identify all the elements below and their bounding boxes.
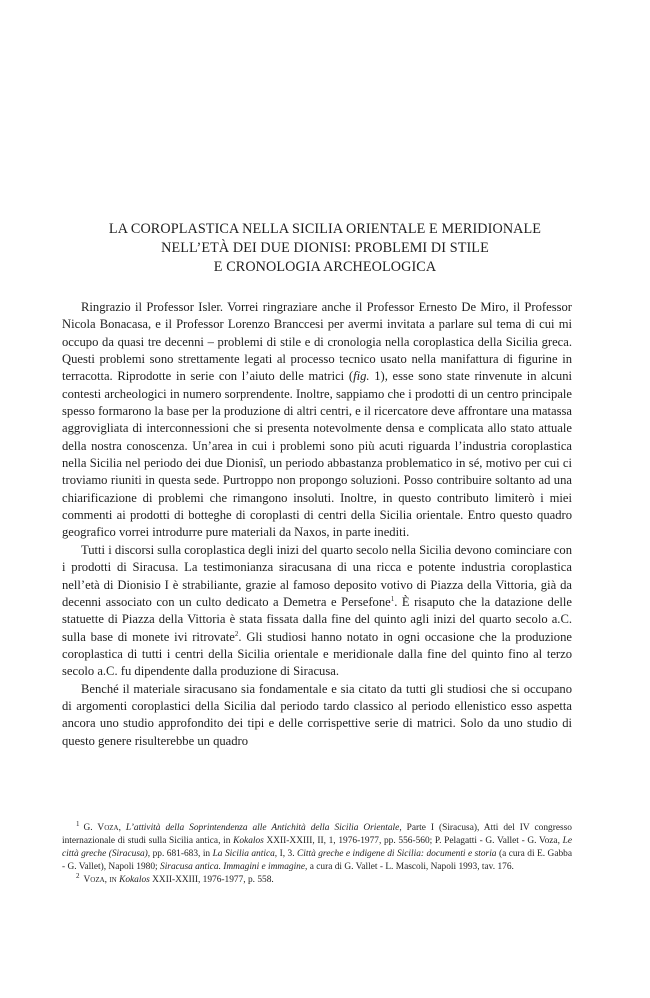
footnote-1-title-2: Le città greche (Siracusa) (62, 836, 572, 860)
footnote-1-journal: Kokalos (233, 836, 264, 847)
footnote-2-number: 2 (76, 872, 80, 881)
paragraph-1 (62, 299, 572, 542)
footnote-1-author: G. Voza, (83, 823, 121, 833)
paragraph-2-text-a: Tutti i discorsi sulla coroplastica degli inizi del quarto secolo nella Sicilia devono cominciare con i prodotti di Siracusa. La testimonianza siracusana di una ricca e potente industria coroplastica nell’età di Dionisio I è strabiliante, grazie al famoso deposito votivo di Piazza della Vittoria, già da decenni associato con un culto dedicato a Demetra e Persefone (62, 542, 572, 609)
footnote-1-text-e: XXII-XXIII, II, 1, 1976-1977, pp. 556-560; P. Pelagatti - G. Vallet - G. Voza, (263, 836, 560, 847)
paragraph-1-text-a: Ringrazio il Professor Isler. Vorrei ringraziare anche il Professor Ernesto De Miro, il Professor Nicola Bonacasa, e il Professor Lorenzo Branccesi per avermi invitata a parlare sul tema di cui mi occupo da quasi tre decenni – problemi di stile e di cronologia nella coroplastica della Sicilia greca. Questi problemi sono strettamente legati al processo tecnico usato nella manifattura di figurine in terracotta. Riprodotte in serie con l’aiuto delle matrici ( (62, 300, 572, 384)
footnote-1-text-k: (a cura di E. Gabba - G. Vallet), Napoli 1980; (62, 849, 573, 873)
footnote-ref-2: 2 (234, 629, 239, 638)
title-line-3: E CRONOLOGIA ARCHEOLOGICA (213, 259, 437, 275)
footnote-1-text-g: , pp. 681-683, in (147, 849, 211, 860)
footnote-1-text-m: , a cura di G. Vallet - L. Mascoli, Napoli 1993, tav. 176. (305, 862, 514, 873)
footnote-2-text-c: XXII-XXIII, 1976-1977, p. 558. (149, 875, 274, 886)
footnote-2-author: Voza, in (83, 875, 117, 886)
footnote-2 (62, 874, 572, 887)
paper-title (48, 220, 602, 277)
paragraph-3: Benché il materiale siracusano sia fondamentale e sia citato da tutti gli studiosi che si occupano di argomenti coroplastici della Sicilia dal periodo tardo classico al periodo ellenistico esso aspetta ancora uno studio approfondito dei tipi e delle corrispettive serie di matrici. Solo da uno studio di questo genere risulterebbe un quadro (62, 681, 572, 748)
paragraph-1-text-b: 1), esse sono state rinvenute in alcuni contesti archeologici in numero sorprendente. Inoltre, sappiamo che i prodotti di un centro principale spesso formarono la base per la produzione di altri centri, e il ricercatore deve affrontare una matassa aggrovigliata di interconnessioni che si presenta notevolmente densa e complicata allo stato attuale della nostra conoscenza. Un’area in cui i problemi sono più acuti riguarda l’industria coroplastica nella Sicilia nel periodo dei due Dionisî, un periodo abbastanza problematico in sé, motivo per cui ci troviamo riuniti in questa sede. Purtroppo non propongo soluzioni. Posso contribuire soltanto ad una chiarificazione di problemi che rimangono insoluti. Inoltre, in questo contributo limiterò i miei commenti ai prodotti di botteghe di coroplasti di centri della Sicilia orientale. Entro questo quadro geografico vorrei introdurre pure materiali da Naxos, in parte inediti. (62, 369, 572, 540)
footnote-1-text-i: , I, 3. (274, 849, 295, 860)
footnote-1-title-5: Siracusa antica. Immagini e immagine (160, 862, 306, 873)
title-line-2: NELL’ETÀ DEI DUE DIONISI: PROBLEMI DI STILE (161, 240, 489, 256)
footnote-1-title-4: Città greche e indigene di Sicilia: documenti e storia (297, 849, 497, 860)
footnote-1 (62, 819, 573, 874)
footnote-1-title: L’attività della Soprintendenza alle Antichità della Sicilia Orientale (125, 823, 400, 833)
paragraph-2-text-c: . Gli studiosi hanno notato in ogni occasione che la produzione coroplastica di tutti i centri della Sicilia orientale e meridionale dalla fine del quinto fino al terzo secolo a.C. fu dipendente dalla produzione di Siracusa. (62, 629, 572, 679)
title-line-1: LA COROPLASTICA NELLA SICILIA ORIENTALE E MERIDIONALE (108, 221, 542, 237)
footnote-1-number: 1 (76, 819, 80, 828)
footnote-1-text-c: , Parte I (Siracusa), Atti del IV congresso internazionale di studi sulla Sicilia antica, in (62, 823, 572, 847)
footnote-ref-1: 1 (390, 594, 395, 603)
figure-reference: fig. (353, 369, 370, 384)
footnotes (62, 819, 573, 887)
body-text (62, 299, 572, 750)
footnote-1-title-3: La Sicilia antica (212, 849, 275, 860)
paragraph-2 (62, 542, 572, 681)
paragraph-2-text-b: . È risaputo che la datazione delle statuette di Piazza della Vittoria è stata fissata dalla fine del quinto agli inizi del quarto secolo a.C. sulla base di monete ivi ritrovate (62, 594, 573, 644)
footnote-2-journal: Kokalos (119, 875, 150, 886)
